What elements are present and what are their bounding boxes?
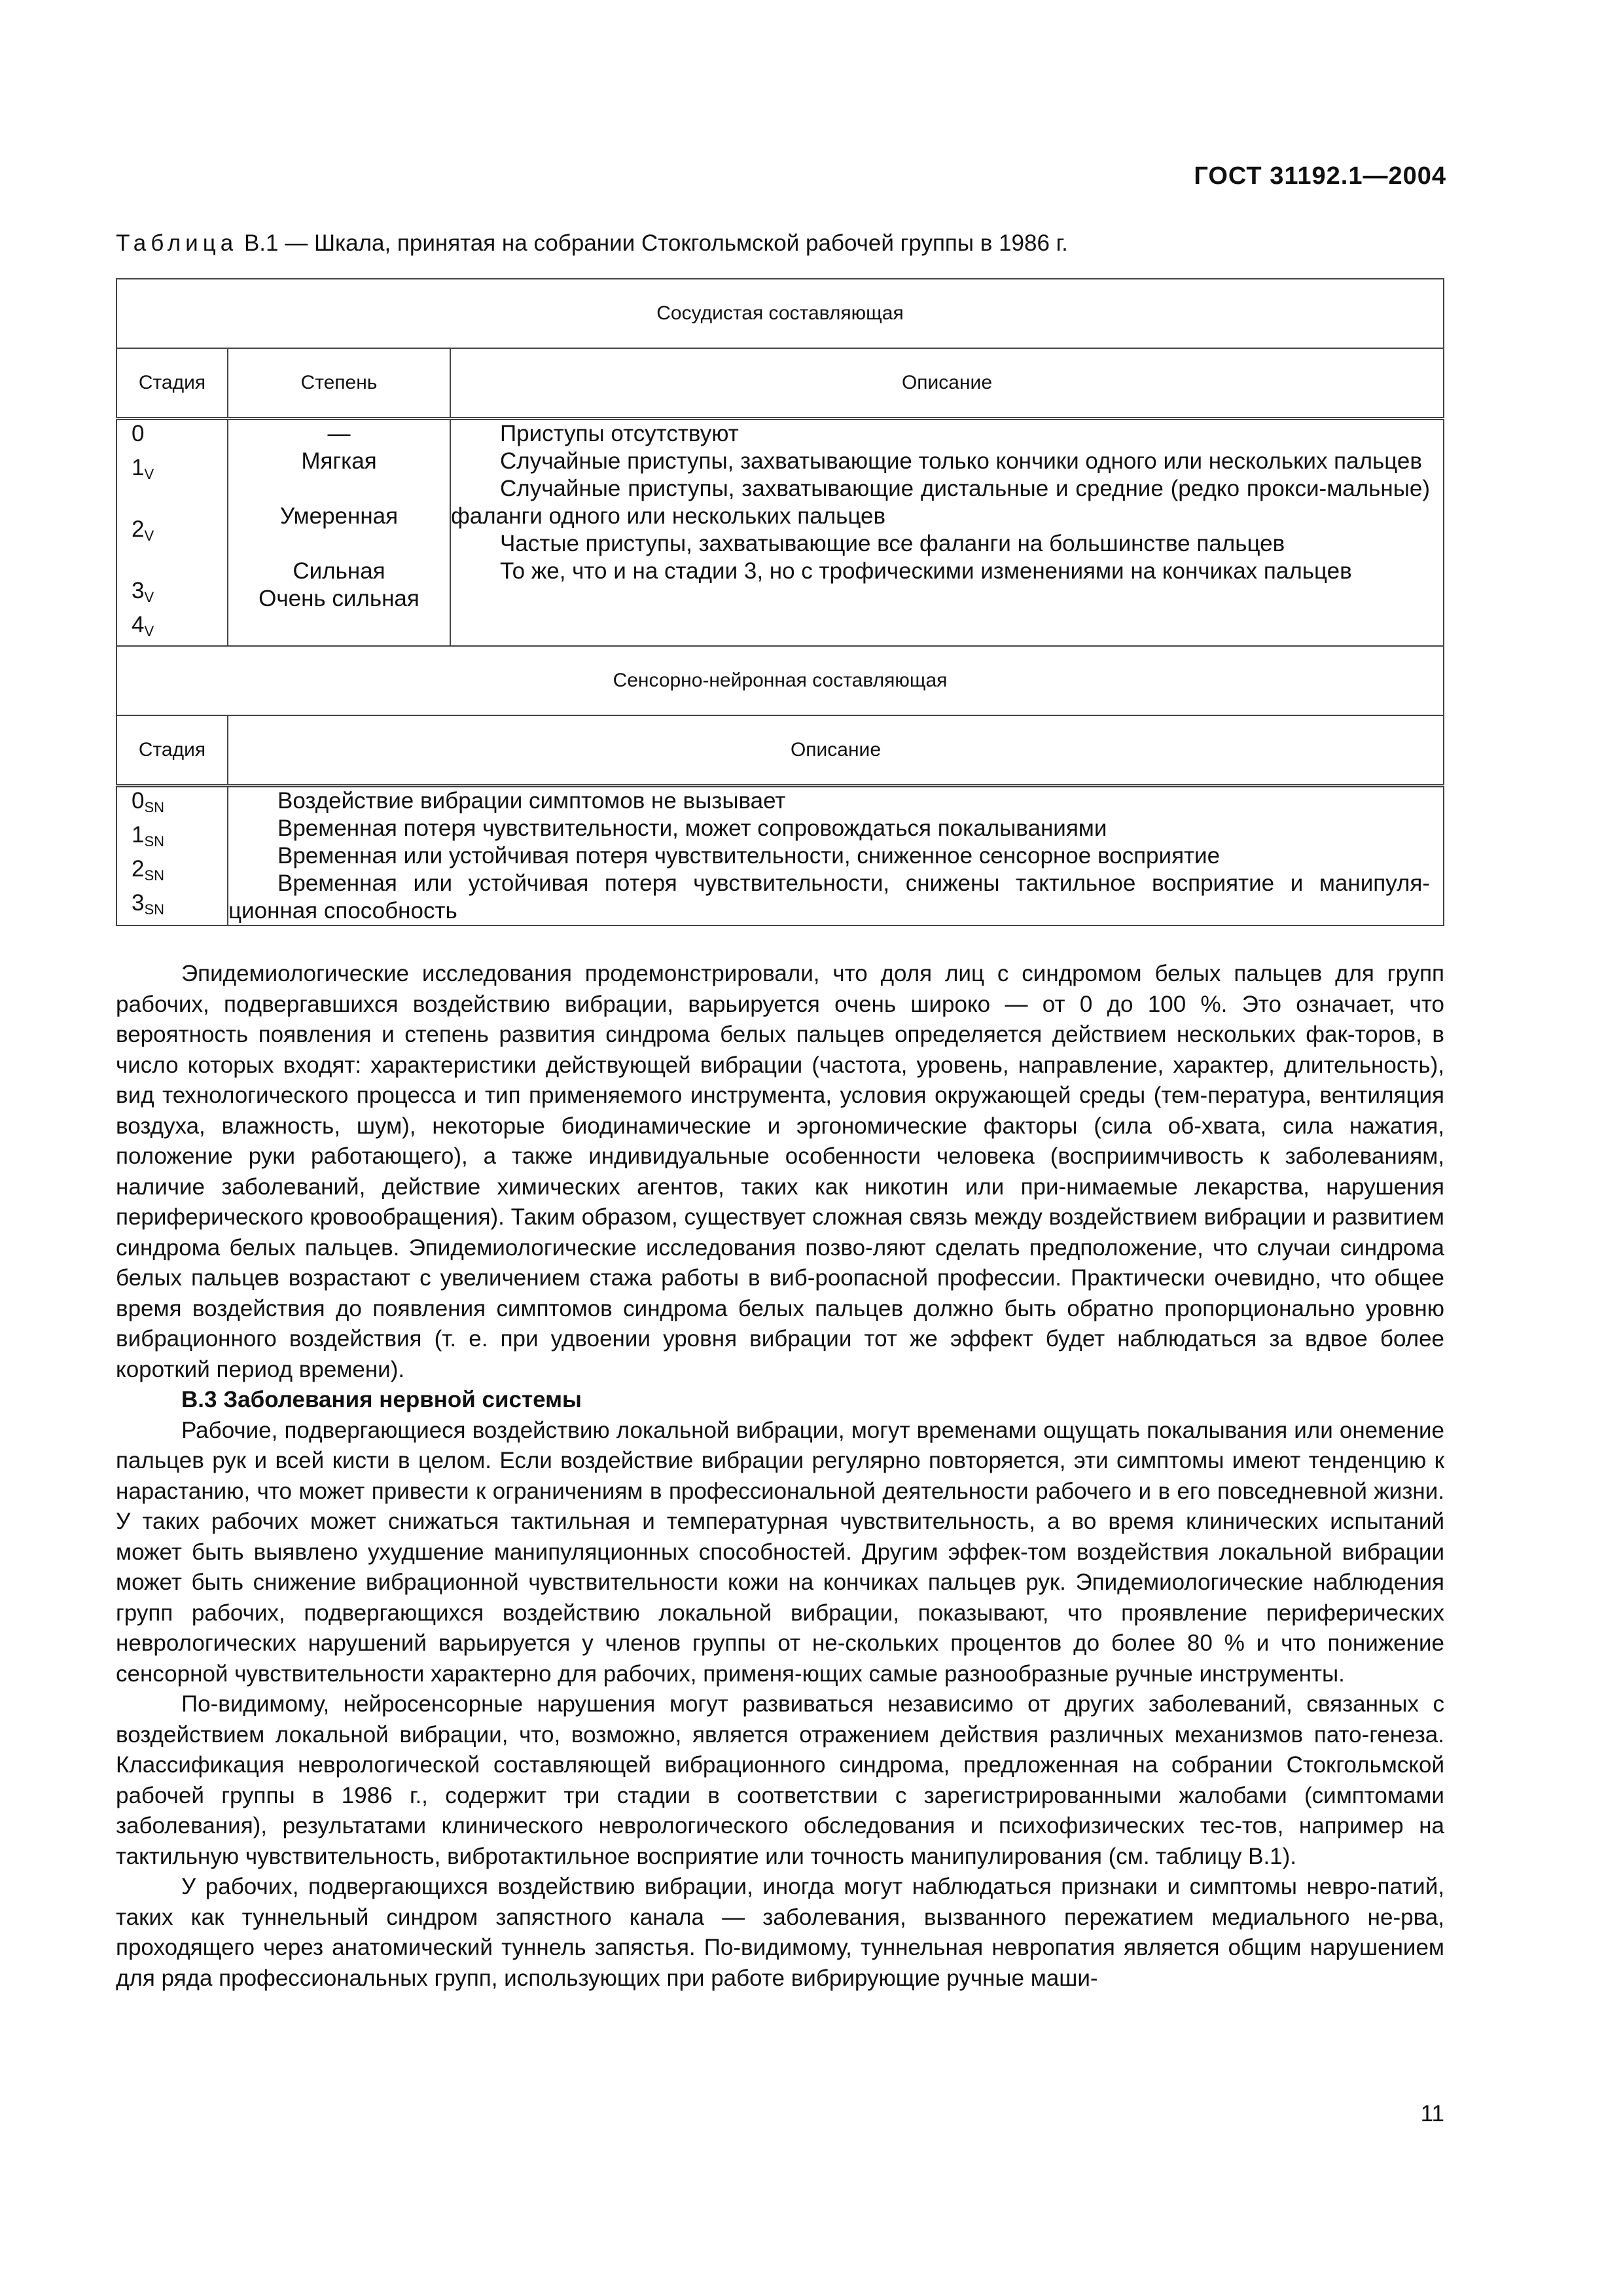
document-id: ГОСТ 31192.1—2004 (1194, 162, 1446, 190)
vascular-desc-0: Приступы отсутствуют (500, 421, 739, 446)
vascular-section-title: Сосудистая составляющая (116, 279, 1444, 348)
section-heading: В.3 Заболевания нервной системы (181, 1387, 582, 1412)
vascular-stage-4: $4_V$ (132, 612, 154, 639)
sensory-stage-cell (116, 786, 228, 926)
vascular-desc-1: Случайные приступы, захватывающие только кончики одного или нескольких пальцев (500, 448, 1422, 474)
vascular-stage-3: $3_V$ (132, 578, 154, 605)
vascular-stage-1: $1_V$ (132, 455, 154, 482)
table-caption-text: В.1 — Шкала, принятая на собрании Стокгольмской рабочей группы в 1986 г. (238, 230, 1068, 256)
page-number: 11 (1420, 2101, 1444, 2126)
vascular-degree-1: Мягкая (301, 448, 377, 474)
sensory-desc-0: Воздействие вибрации симптомов не вызывает (277, 788, 786, 814)
vascular-desc-4: То же, что и на стадии 3, но с трофическими изменениями на кончиках пальцев (500, 558, 1352, 584)
sensory-stage-0: $0_{SN}$ (132, 788, 165, 816)
table-caption-prefix: Таблица (116, 230, 238, 256)
sensory-col-description: Описание (228, 715, 1444, 786)
vascular-degree-0: — (327, 421, 351, 446)
paragraph-local-vibration: Рабочие, подвергающиеся воздействию локальной вибрации, могут временами ощущать покалывания или онемение пальцев рук и всей кисти в целом. Если воздействие вибрации регулярно повторяется, эти симптомы имеют тенденцию к нарастанию, что может привести к ограничениям в профессиональной деятельности рабочего и в его повседневной жизни. У таких рабочих может снижаться тактильная и температурная чувствительность, а во время клинических испытаний может быть выявлено ухудшение манипуляционных способностей. Другим эффек-том воздействия локальной вибрации может быть снижение вибрационной чувствительности кожи на кончиках пальцев рук. Эпидемиологические наблюдения групп рабочих, подвергающихся воздействию локальной вибрации, показывают, что проявление периферических неврологических нарушений варьируется у членов группы от не-скольких процентов до более 80 % и что понижение сенсорной чувствительности характерно для рабочих, применя-ющих самые разнообразные ручные инструменты. (116, 1417, 1444, 1687)
sensory-desc-1: Временная потеря чувствительности, может сопровождаться покалываниями (277, 816, 1107, 841)
sensory-stage-1: $1_{SN}$ (132, 822, 165, 850)
vascular-stage-cell (116, 419, 228, 647)
vascular-desc-2: Случайные приступы, захватывающие дистальные и средние (редко прокси-мальные) фаланги одного или нескольких пальцев (451, 476, 1430, 529)
vascular-degree-2: Умеренная (279, 503, 399, 529)
vascular-degree-4: Очень сильная (259, 586, 419, 611)
table-caption (116, 230, 1068, 257)
sensory-desc-2: Временная или устойчивая потеря чувствительности, сниженное сенсорное восприятие (277, 843, 1221, 869)
body-text (116, 959, 1444, 1994)
vascular-description-cell (450, 419, 1444, 647)
sensory-stage-3: $3_{SN}$ (132, 890, 165, 918)
sensory-section-title: Сенсорно-нейронная составляющая (116, 646, 1444, 715)
vascular-stage-2: $2_V$ (132, 516, 154, 544)
vascular-degree-3: Сильная (293, 558, 385, 584)
sensory-col-stage: Стадия (116, 715, 228, 786)
sensory-desc-3: Временная или устойчивая потеря чувствительности, снижены тактильное восприятие и манипуля-ционная способность (228, 870, 1430, 924)
sensory-stage-2: $2_{SN}$ (132, 856, 165, 884)
sensory-description-cell (228, 786, 1444, 926)
stockholm-scale-table (116, 278, 1444, 926)
paragraph-epidemiology: Эпидемиологические исследования продемонстрировали, что доля лиц с синдромом белых пальцев для групп рабочих, подвергавшихся воздействию вибрации, варьируется очень широко — от 0 до 100 %. Это означает, что вероятность появления и степень развития синдрома белых пальцев определяется действием нескольких фак-торов, в число которых входят: характеристики действующей вибрации (частота, уровень, направление, характер, длительность), вид технологического процесса и тип применяемого инструмента, условия окружающей среды (тем-пература, вентиляция воздуха, влажность, шум), некоторые биодинамические и эргономические факторы (сила об-хвата, сила нажатия, положение руки работающего), а также индивидуальные особенности человека (восприимчивость к заболеваниям, наличие заболеваний, действие химических агентов, таких как никотин или при-нимаемые лекарства, нарушения периферического кровообращения). Таким образом, существует сложная связь между воздействием вибрации и развитием синдрома белых пальцев. Эпидемиологические исследования позво-ляют сделать предположение, что случаи синдрома белых пальцев возрастают с увеличением стажа работы в виб-роопасной профессии. Практически очевидно, что общее время воздействия до появления симптомов синдрома белых пальцев должно быть обратно пропорционально уровню вибрационного воздействия (т. е. при удвоении уровня вибрации тот же эффект будет наблюдаться за вдвое более короткий период времени). (116, 961, 1444, 1382)
paragraph-neuropathy: У рабочих, подвергающихся воздействию вибрации, иногда могут наблюдаться признаки и симптомы невро-патий, таких как туннельный синдром запястного канала — заболевания, вызванного пережатием медиального не-рва, проходящего через анатомический туннель запястья. По-видимому, туннельная невропатия является общим нарушением для ряда профессиональных групп, использующих при работе вибрирующие ручные маши- (116, 1874, 1444, 1991)
vascular-col-stage: Стадия (116, 348, 228, 419)
vascular-degree-cell (228, 419, 450, 647)
vascular-col-description: Описание (450, 348, 1444, 419)
vascular-desc-3: Частые приступы, захватывающие все фаланги на большинстве пальцев (500, 531, 1285, 556)
vascular-stage-0: 0 (132, 421, 145, 446)
paragraph-neurosensory: По-видимому, нейросенсорные нарушения могут развиваться независимо от других заболеваний, связанных с воздействием локальной вибрации, что, возможно, является отражением действия различных механизмов пато-генеза. Классификация неврологической составляющей вибрационного синдрома, предложенная на собрании Стокгольмской рабочей группы в 1986 г., содержит три стадии в соответствии с зарегистрированными жалобами (симптомами заболевания), результатами клинического неврологического обследования и психофизических тес-тов, например на тактильную чувствительность, вибротактильное восприятие или точность манипулирования (см. таблицу В.1). (116, 1691, 1444, 1869)
vascular-col-degree: Степень (228, 348, 450, 419)
